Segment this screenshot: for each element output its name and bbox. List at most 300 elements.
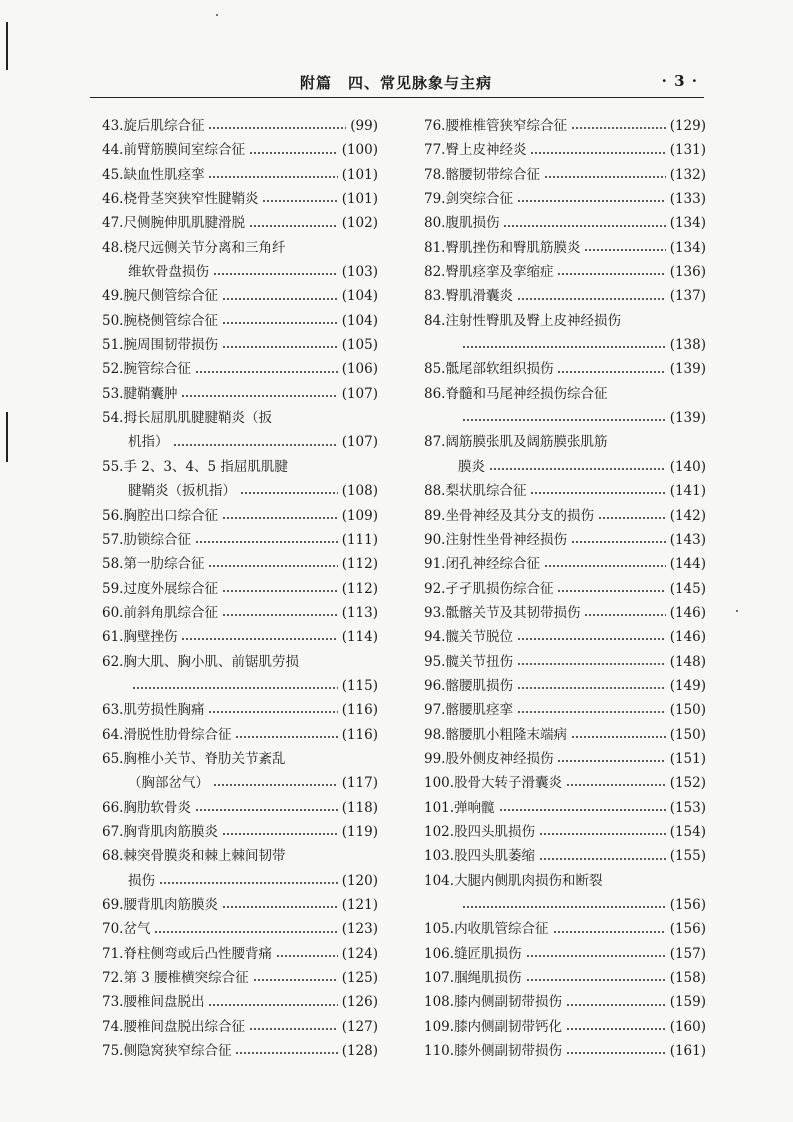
- toc-entry-number: 57.: [102, 531, 124, 548]
- toc-leader-dots: [544, 552, 666, 576]
- scan-edge-mark-top: [6, 22, 8, 70]
- toc-entry[interactable]: [102, 625, 378, 649]
- toc-leader-dots: [517, 625, 666, 649]
- toc-entry-page: (104): [341, 312, 378, 329]
- toc-entry[interactable]: [102, 1039, 378, 1063]
- toc-entry-number: 81.: [424, 239, 446, 256]
- toc-entry-number: 75.: [102, 1043, 124, 1060]
- toc-entry[interactable]: [102, 528, 378, 552]
- toc-entry[interactable]: [102, 1015, 378, 1039]
- toc-entry-number: 95.: [424, 653, 446, 670]
- toc-entry-number: 91.: [424, 556, 446, 573]
- toc-entry[interactable]: [102, 211, 378, 235]
- toc-entry-number: 66.: [102, 799, 124, 816]
- toc-entry[interactable]: [424, 211, 706, 235]
- toc-entry-title: 膝内侧副韧带损伤: [454, 994, 563, 1011]
- toc-entry-page: (139): [669, 410, 706, 427]
- toc-entry-title: 桡尺远侧关节分离和三角纤: [123, 239, 286, 256]
- toc-entry-continuation[interactable]: [102, 479, 378, 503]
- toc-entry[interactable]: [424, 430, 706, 454]
- toc-entry[interactable]: [102, 966, 378, 990]
- toc-leader-dots: [173, 430, 338, 454]
- toc-entry[interactable]: [102, 650, 378, 674]
- toc-entry-title-continued: 维软骨盘损伤: [128, 264, 209, 281]
- toc-leader-dots: [566, 1039, 666, 1063]
- toc-entry[interactable]: [424, 187, 706, 211]
- toc-entry-title: 腱鞘囊肿: [123, 385, 178, 402]
- toc-entry-title: 侧隐窝狭窄综合征: [123, 1043, 232, 1060]
- toc-entry-number: 54.: [102, 410, 124, 427]
- toc-entry[interactable]: [424, 1015, 706, 1039]
- toc-entry-title: 尺侧腕伸肌肌腱滑脱: [123, 215, 245, 232]
- toc-entry-page: (118): [341, 799, 378, 816]
- toc-entry[interactable]: [102, 284, 378, 308]
- toc-entry-title: 髋关节脱位: [445, 629, 513, 646]
- toc-leader-dots: [503, 211, 665, 235]
- toc-entry-title: 脊髓和马尾神经损伤综合征: [445, 385, 608, 402]
- toc-entry-number: 44.: [102, 142, 124, 159]
- toc-entry-title: 剑突综合征: [445, 191, 513, 208]
- toc-leader-dots: [539, 844, 666, 868]
- toc-entry-title: 胸大肌、胸小肌、前锯肌劳损: [123, 653, 299, 670]
- toc-leader-dots: [181, 625, 337, 649]
- toc-entry-number: 86.: [424, 385, 446, 402]
- toc-leader-dots: [530, 138, 665, 162]
- toc-entry-title: 腘绳肌损伤: [454, 970, 522, 987]
- toc-leader-dots: [557, 260, 665, 284]
- toc-entry-page: (109): [341, 507, 378, 524]
- toc-leader-dots: [557, 577, 665, 601]
- page-header: [92, 70, 704, 92]
- toc-leader-dots: [132, 674, 338, 698]
- toc-leader-dots: [222, 284, 338, 308]
- toc-entry-title: 手 2、3、4、5 指屈肌肌腱: [123, 458, 288, 475]
- toc-entry[interactable]: [102, 309, 378, 333]
- toc-entry-page: (149): [669, 677, 706, 694]
- toc-entry-title: 髂腰肌损伤: [445, 677, 513, 694]
- toc-entry-page: (137): [669, 288, 706, 305]
- toc-leader-dots: [249, 138, 338, 162]
- toc-entry[interactable]: [102, 114, 378, 138]
- toc-entry[interactable]: [424, 357, 706, 381]
- toc-entry-page: (101): [341, 166, 378, 183]
- toc-entry-number: 70.: [102, 921, 124, 938]
- toc-entry-page: (161): [669, 1043, 706, 1060]
- toc-entry-title: 胸壁挫伤: [123, 629, 178, 646]
- toc-entry-number: 77.: [424, 142, 446, 159]
- toc-entry[interactable]: [102, 893, 378, 917]
- toc-entry-page: (113): [341, 604, 378, 621]
- toc-entry[interactable]: [102, 333, 378, 357]
- toc-entry-continuation[interactable]: [102, 869, 378, 893]
- toc-entry[interactable]: [424, 552, 706, 576]
- toc-entry-number: 109.: [424, 1018, 455, 1035]
- toc-entry-continuation[interactable]: [102, 674, 378, 698]
- toc-entry-number: 55.: [102, 458, 124, 475]
- toc-entry[interactable]: [424, 966, 706, 990]
- toc-entry-title: 股四头肌损伤: [454, 823, 536, 840]
- toc-entry-title: 孑孑肌损伤综合征: [445, 580, 554, 597]
- toc-leader-dots: [213, 771, 338, 795]
- toc-entry-page: (157): [669, 945, 706, 962]
- toc-leader-dots: [462, 406, 666, 430]
- toc-entry-title: 过度外展综合征: [123, 580, 218, 597]
- toc-entry-title-continued: （胸部岔气）: [128, 775, 209, 792]
- toc-entry-title: 闭孔神经综合征: [445, 556, 540, 573]
- toc-entry[interactable]: [102, 601, 378, 625]
- toc-leader-dots: [462, 893, 666, 917]
- toc-entry-continuation[interactable]: [424, 893, 706, 917]
- toc-entry-page: (151): [669, 750, 706, 767]
- toc-entry-title: 棘突骨膜炎和棘上棘间韧带: [123, 848, 286, 865]
- toc-entry-title: 桡骨茎突狭窄性腱鞘炎: [123, 191, 259, 208]
- toc-entry-page: (136): [669, 264, 706, 281]
- toc-entry-title: 膝外侧副韧带损伤: [454, 1043, 563, 1060]
- toc-entry[interactable]: [424, 577, 706, 601]
- toc-entry-title: 膝内侧副韧带钙化: [454, 1018, 563, 1035]
- toc-leader-dots: [517, 674, 666, 698]
- toc-leader-dots: [181, 382, 337, 406]
- toc-entry-number: 106.: [424, 945, 455, 962]
- toc-entry-title: 腕周围韧带损伤: [123, 337, 218, 354]
- toc-entry[interactable]: [424, 650, 706, 674]
- toc-entry-title: 腕桡侧管综合征: [123, 312, 218, 329]
- toc-entry[interactable]: [424, 723, 706, 747]
- toc-leader-dots: [530, 479, 665, 503]
- toc-entry-number: 60.: [102, 604, 124, 621]
- toc-leader-dots: [195, 796, 338, 820]
- toc-leader-dots: [517, 187, 666, 211]
- toc-entry[interactable]: [102, 455, 378, 479]
- toc-entry-page: (156): [669, 921, 706, 938]
- toc-leader-dots: [526, 966, 666, 990]
- toc-entry-page: (121): [341, 897, 378, 913]
- toc-entry-number: 83.: [424, 288, 446, 305]
- toc-entry-title: 拇长屈肌肌腱腱鞘炎（扳: [123, 410, 272, 427]
- toc-entry[interactable]: [102, 552, 378, 576]
- toc-entry[interactable]: [102, 820, 378, 844]
- page-number: · 3 ·: [661, 72, 698, 90]
- toc-entry[interactable]: [424, 382, 706, 406]
- toc-entry-title: 臀肌痉挛及挛缩症: [445, 264, 554, 281]
- toc-entry-continuation[interactable]: [102, 260, 378, 284]
- toc-entry-page: (117): [341, 775, 378, 792]
- toc-entry[interactable]: [102, 844, 378, 868]
- toc-entry-number: 88.: [424, 483, 446, 500]
- toc-entry-title: 腰背肌肉筋膜炎: [123, 897, 218, 913]
- toc-entry-number: 108.: [424, 994, 455, 1011]
- toc-entry-page: (154): [669, 823, 706, 840]
- toc-entry-page: (128): [341, 1043, 378, 1060]
- toc-leader-dots: [213, 260, 338, 284]
- toc-entry[interactable]: [102, 698, 378, 722]
- toc-entry[interactable]: [102, 796, 378, 820]
- toc-entry-number: 107.: [424, 970, 455, 987]
- toc-entry-page: (143): [669, 531, 706, 548]
- toc-leader-dots: [222, 309, 338, 333]
- toc-entry-number: 100.: [424, 775, 455, 792]
- toc-entry[interactable]: [102, 990, 378, 1014]
- toc-leader-dots: [208, 990, 337, 1014]
- toc-entry-number: 46.: [102, 191, 124, 208]
- toc-entry[interactable]: [424, 625, 706, 649]
- scan-speck: [736, 610, 738, 612]
- toc-leader-dots: [208, 163, 337, 187]
- toc-entry-title: 胸椎小关节、脊肋关节紊乱: [123, 750, 286, 767]
- toc-leader-dots: [571, 114, 666, 138]
- toc-entry-page: (103): [341, 264, 378, 281]
- toc-entry-page: (155): [669, 848, 706, 865]
- toc-leader-dots: [557, 747, 665, 771]
- toc-entry-number: 98.: [424, 726, 446, 743]
- toc-entry-number: 103.: [424, 848, 455, 865]
- toc-leader-dots: [539, 820, 666, 844]
- toc-entry-page: (145): [669, 580, 706, 597]
- toc-entry[interactable]: [102, 357, 378, 381]
- toc-entry-title: 梨状肌综合征: [445, 483, 527, 500]
- toc-entry[interactable]: [102, 163, 378, 187]
- toc-entry-page: (125): [341, 970, 378, 987]
- toc-entry-number: 76.: [424, 118, 446, 134]
- toc-entry-title: 骶髂关节及其韧带损伤: [445, 604, 581, 621]
- toc-entry-title: 髂腰韧带综合征: [445, 166, 540, 183]
- toc-entry-number: 52.: [102, 361, 124, 378]
- toc-entry-page: (100): [341, 142, 378, 159]
- toc-entry-title: 胸背肌肉筋膜炎: [123, 823, 218, 840]
- toc-entry[interactable]: [424, 698, 706, 722]
- toc-entry-continuation[interactable]: [102, 430, 378, 454]
- toc-entry-page: (139): [669, 361, 706, 378]
- toc-leader-dots: [584, 236, 665, 260]
- toc-entry[interactable]: [102, 942, 378, 966]
- toc-entry[interactable]: [424, 820, 706, 844]
- toc-entry-number: 68.: [102, 848, 124, 865]
- toc-entry-number: 105.: [424, 921, 455, 938]
- toc-entry-number: 48.: [102, 239, 124, 256]
- toc-entry[interactable]: [424, 747, 706, 771]
- toc-entry-page: (146): [669, 604, 706, 621]
- toc-entry-continuation[interactable]: [424, 455, 706, 479]
- toc-leader-dots: [222, 504, 338, 528]
- toc-leader-dots: [598, 504, 666, 528]
- toc-entry-title: 臀上皮神经炎: [445, 142, 527, 159]
- toc-entry[interactable]: [424, 869, 706, 893]
- toc-entry-page: (123): [341, 921, 378, 938]
- toc-entry-number: 63.: [102, 702, 124, 719]
- toc-entry[interactable]: [102, 187, 378, 211]
- toc-entry[interactable]: [102, 382, 378, 406]
- header-rule: [90, 97, 704, 98]
- toc-entry[interactable]: [424, 260, 706, 284]
- toc-entry[interactable]: [102, 577, 378, 601]
- toc-entry-title: 股四头肌萎缩: [454, 848, 536, 865]
- toc-right-column: [424, 114, 706, 1063]
- toc-entry-title: 骶尾部软组织损伤: [445, 361, 554, 378]
- toc-entry-number: 71.: [102, 945, 124, 962]
- toc-entry-title: 第一肋综合征: [123, 556, 205, 573]
- toc-entry[interactable]: [424, 309, 706, 333]
- toc-leader-dots: [566, 990, 666, 1014]
- toc-entry-number: 99.: [424, 750, 446, 767]
- toc-entry[interactable]: [424, 163, 706, 187]
- toc-entry-continuation[interactable]: [102, 771, 378, 795]
- toc-entry-page: (133): [669, 191, 706, 208]
- toc-entry-page: (111): [341, 531, 378, 548]
- toc-entry[interactable]: [424, 1039, 706, 1063]
- toc-entry-page: (116): [341, 702, 378, 719]
- toc-entry-page: (99): [350, 118, 378, 134]
- toc-entry-page: (153): [669, 799, 706, 816]
- toc-entry-page: (156): [669, 897, 706, 913]
- toc-entry[interactable]: [102, 138, 378, 162]
- toc-entry-number: 43.: [102, 118, 124, 134]
- toc-entry-page: (102): [341, 215, 378, 232]
- toc-leader-dots: [489, 455, 666, 479]
- toc-entry-page: (148): [669, 653, 706, 670]
- toc-entry-page: (134): [669, 239, 706, 256]
- toc-entry-title: 胸肋软骨炎: [123, 799, 191, 816]
- toc-entry[interactable]: [424, 942, 706, 966]
- toc-entry-page: (159): [669, 994, 706, 1011]
- toc-leader-dots: [262, 187, 337, 211]
- toc-entry-number: 64.: [102, 726, 124, 743]
- toc-entry-number: 49.: [102, 288, 124, 305]
- toc-entry[interactable]: [424, 844, 706, 868]
- toc-leader-dots: [571, 528, 666, 552]
- toc-entry-title: 腰椎间盘脱出: [123, 994, 205, 1011]
- toc-entry-page: (126): [341, 994, 378, 1011]
- toc-leader-dots: [517, 650, 666, 674]
- toc-entry-number: 47.: [102, 215, 124, 232]
- toc-entry-page: (116): [341, 726, 378, 743]
- toc-entry-title: 臀肌滑囊炎: [445, 288, 513, 305]
- toc-entry-number: 65.: [102, 750, 124, 767]
- toc-entry[interactable]: [424, 479, 706, 503]
- toc-entry-page: (112): [341, 580, 378, 597]
- toc-entry-page: (158): [669, 970, 706, 987]
- toc-entry-title-continued: 机指）: [128, 434, 169, 451]
- toc-entry-title: 股骨大转子滑囊炎: [454, 775, 563, 792]
- toc-entry-page: (152): [669, 775, 706, 792]
- toc-leader-dots: [571, 723, 666, 747]
- toc-entry-page: (138): [669, 337, 706, 354]
- toc-entry-number: 73.: [102, 994, 124, 1011]
- toc-entry[interactable]: [102, 406, 378, 430]
- toc-entry-page: (150): [669, 702, 706, 719]
- toc-entry[interactable]: [424, 528, 706, 552]
- toc-left-column: [102, 114, 378, 1063]
- toc-entry-title: 内收肌管综合征: [454, 921, 549, 938]
- toc-entry[interactable]: [424, 114, 706, 138]
- toc-entry-title: 阔筋膜张肌及阔筋膜张肌筋: [445, 434, 608, 451]
- toc-entry-title: 肌劳损性胸痛: [123, 702, 205, 719]
- toc-entry-page: (146): [669, 629, 706, 646]
- toc-entry-title: 第 3 腰椎横突综合征: [123, 970, 249, 987]
- toc-entry-title: 注射性坐骨神经损伤: [445, 531, 567, 548]
- toc-entry-page: (160): [669, 1018, 706, 1035]
- toc-entry-number: 72.: [102, 970, 124, 987]
- toc-entry-number: 82.: [424, 264, 446, 281]
- toc-entry-page: (104): [341, 288, 378, 305]
- toc-leader-dots: [276, 942, 338, 966]
- toc-entry-number: 97.: [424, 702, 446, 719]
- toc-entry[interactable]: [102, 723, 378, 747]
- toc-entry-number: 56.: [102, 507, 124, 524]
- toc-leader-dots: [195, 528, 338, 552]
- toc-entry-page: (132): [669, 166, 706, 183]
- toc-entry-continuation[interactable]: [424, 406, 706, 430]
- toc-entry[interactable]: [102, 747, 378, 771]
- toc-entry-title: 岔气: [123, 921, 151, 938]
- toc-entry[interactable]: [424, 504, 706, 528]
- toc-entry-number: 62.: [102, 653, 124, 670]
- toc-entry-page: (129): [669, 118, 706, 134]
- toc-entry[interactable]: [424, 771, 706, 795]
- toc-entry-title: 肋锁综合征: [123, 531, 191, 548]
- toc-entry-number: 87.: [424, 434, 446, 451]
- toc-leader-dots: [517, 284, 666, 308]
- toc-entry[interactable]: [424, 674, 706, 698]
- toc-entry[interactable]: [424, 138, 706, 162]
- scan-speck: [216, 14, 218, 16]
- toc-entry-page: (150): [669, 726, 706, 743]
- toc-leader-dots: [462, 333, 666, 357]
- toc-entry-title: 股外侧皮神经损伤: [445, 750, 554, 767]
- toc-leader-dots: [222, 893, 338, 917]
- toc-entry-page: (106): [341, 361, 378, 378]
- toc-leader-dots: [249, 1015, 338, 1039]
- toc-entry-number: 53.: [102, 385, 124, 402]
- toc-entry[interactable]: [102, 504, 378, 528]
- toc-entry[interactable]: [424, 236, 706, 260]
- toc-leader-dots: [222, 820, 338, 844]
- toc-entry-title: 胸腔出口综合征: [123, 507, 218, 524]
- toc-leader-dots: [526, 942, 666, 966]
- toc-entry-number: 51.: [102, 337, 124, 354]
- toc-entry-number: 50.: [102, 312, 124, 329]
- toc-entry-title: 腕管综合征: [123, 361, 191, 378]
- toc-entry-title: 缺血性肌痉挛: [123, 166, 205, 183]
- toc-entry[interactable]: [424, 284, 706, 308]
- toc-entry[interactable]: [102, 236, 378, 260]
- toc-entry[interactable]: [424, 796, 706, 820]
- toc-entry[interactable]: [102, 917, 378, 941]
- toc-entry-page: (119): [341, 823, 378, 840]
- scan-edge-mark-middle: [6, 412, 8, 462]
- toc-entry-number: 59.: [102, 580, 124, 597]
- toc-entry-page: (134): [669, 215, 706, 232]
- toc-entry[interactable]: [424, 601, 706, 625]
- toc-entry-title: 弹响髋: [454, 799, 495, 816]
- toc-entry-page: (127): [341, 1018, 378, 1035]
- toc-entry-page: (112): [341, 556, 378, 573]
- toc-entry-title: 前臂筋膜间室综合征: [123, 142, 245, 159]
- toc-entry[interactable]: [424, 917, 706, 941]
- toc-entry-page: (107): [341, 434, 378, 451]
- toc-entry-title-continued: 损伤: [128, 872, 155, 889]
- toc-entry-number: 58.: [102, 556, 124, 573]
- toc-leader-dots: [584, 601, 665, 625]
- toc-leader-dots: [566, 771, 666, 795]
- toc-entry[interactable]: [424, 990, 706, 1014]
- toc-leader-dots: [235, 723, 337, 747]
- toc-entry-title: 滑脱性肋骨综合征: [123, 726, 232, 743]
- toc-entry-title-continued: 膜炎: [458, 458, 485, 475]
- toc-leader-dots: [249, 211, 338, 235]
- toc-entry-continuation[interactable]: [424, 333, 706, 357]
- toc-entry-title: 坐骨神经及其分支的损伤: [445, 507, 594, 524]
- toc-entry-number: 78.: [424, 166, 446, 183]
